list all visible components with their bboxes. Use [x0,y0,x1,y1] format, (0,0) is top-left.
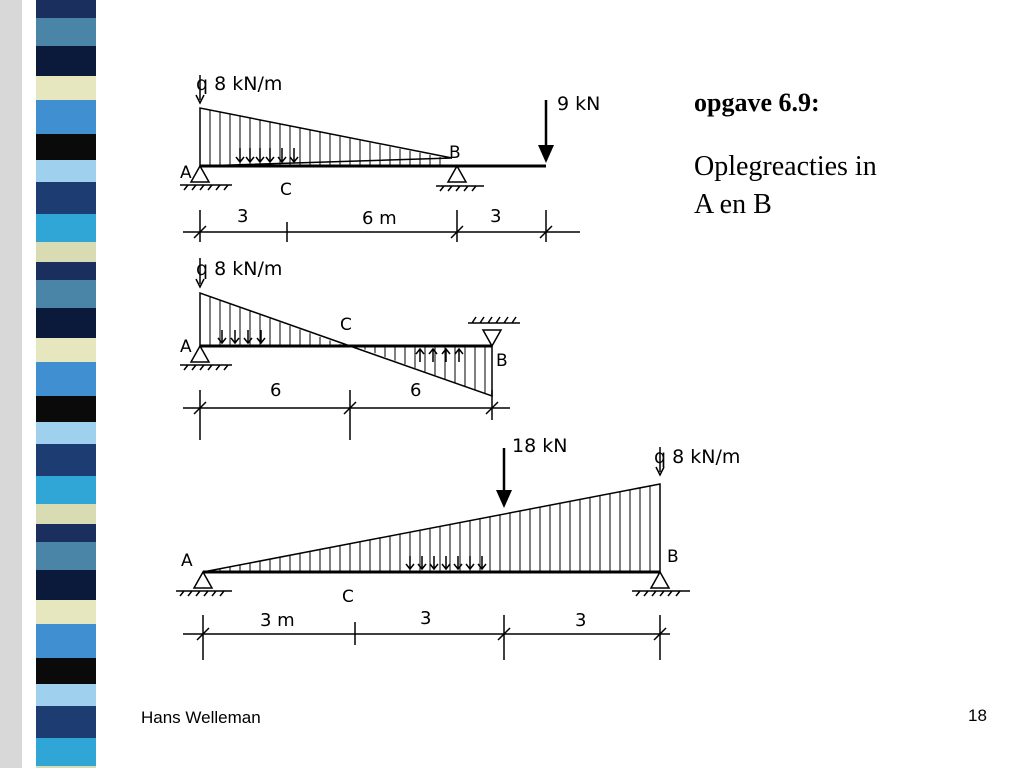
load-arrows [236,148,298,162]
dim-1: 3 m [260,610,295,631]
beam-diagrams [130,0,1024,768]
slide-subtitle [694,148,954,224]
distributed-load-triangle [203,484,660,572]
dim-2: 6 [410,380,422,401]
stripe-block [36,46,96,76]
stripe-block [36,76,96,100]
load-label: q 8 kN/m [196,258,283,280]
footer-author: Hans Welleman [141,708,261,727]
point-load-label: 18 kN [512,435,568,457]
stripe-block [36,624,96,658]
stripe-block [36,100,96,134]
stripe-block [36,280,96,308]
load-label: q 8 kN/m [196,73,283,95]
stripe-block [36,182,96,214]
label-c: C [280,180,292,200]
label-c: C [342,587,354,607]
stripe-block [36,214,96,242]
dim-1: 6 [270,380,282,401]
stripe-block [36,396,96,422]
label-b: B [496,351,508,371]
label-a: A [180,337,192,357]
diagram-2 [180,258,520,440]
distributed-load-triangle [200,108,452,166]
stripe-block [36,524,96,542]
diagram-1 [180,73,600,242]
page-number: 18 [968,706,987,725]
subtitle-line-1: Oplegreacties in [694,151,877,182]
label-b: B [449,143,461,163]
dim-3: 3 [490,206,502,227]
stripe-block [36,504,96,524]
point-load-label: 9 kN [557,93,601,115]
label-a: A [180,163,192,183]
stripe-block [36,542,96,570]
stripe-block [36,444,96,476]
stripe-block [36,658,96,684]
load-label: q 8 kN/m [654,446,741,468]
stripe-block [36,0,96,18]
support-b [483,330,501,346]
stripe-block [36,308,96,338]
stripe-block [36,134,96,160]
stripe-block [36,706,96,738]
dim-2: 3 [420,608,432,629]
stripe-block [36,242,96,262]
slide-title: opgave 6.9: [694,88,820,117]
diagram-3 [176,435,740,660]
dim-3: 3 [575,610,587,631]
stripe-block [36,262,96,280]
stripe-block [36,600,96,624]
support-b [448,166,466,182]
stripe-block [36,362,96,396]
stripe-block [36,570,96,600]
stripe-block [36,422,96,444]
label-a: A [181,551,193,571]
stripe-block [36,160,96,182]
stripe-block [36,476,96,504]
stripe-block [36,738,96,766]
stripe-block [36,684,96,706]
label-c: C [340,315,352,335]
decorative-stripe [0,0,130,768]
dim-2: 6 m [362,208,397,229]
dim-1: 3 [237,206,249,227]
stripe-block [36,338,96,362]
subtitle-line-2: A en B [694,189,772,220]
support-a [191,166,209,182]
label-b: B [667,547,679,567]
stripe-block [36,18,96,46]
